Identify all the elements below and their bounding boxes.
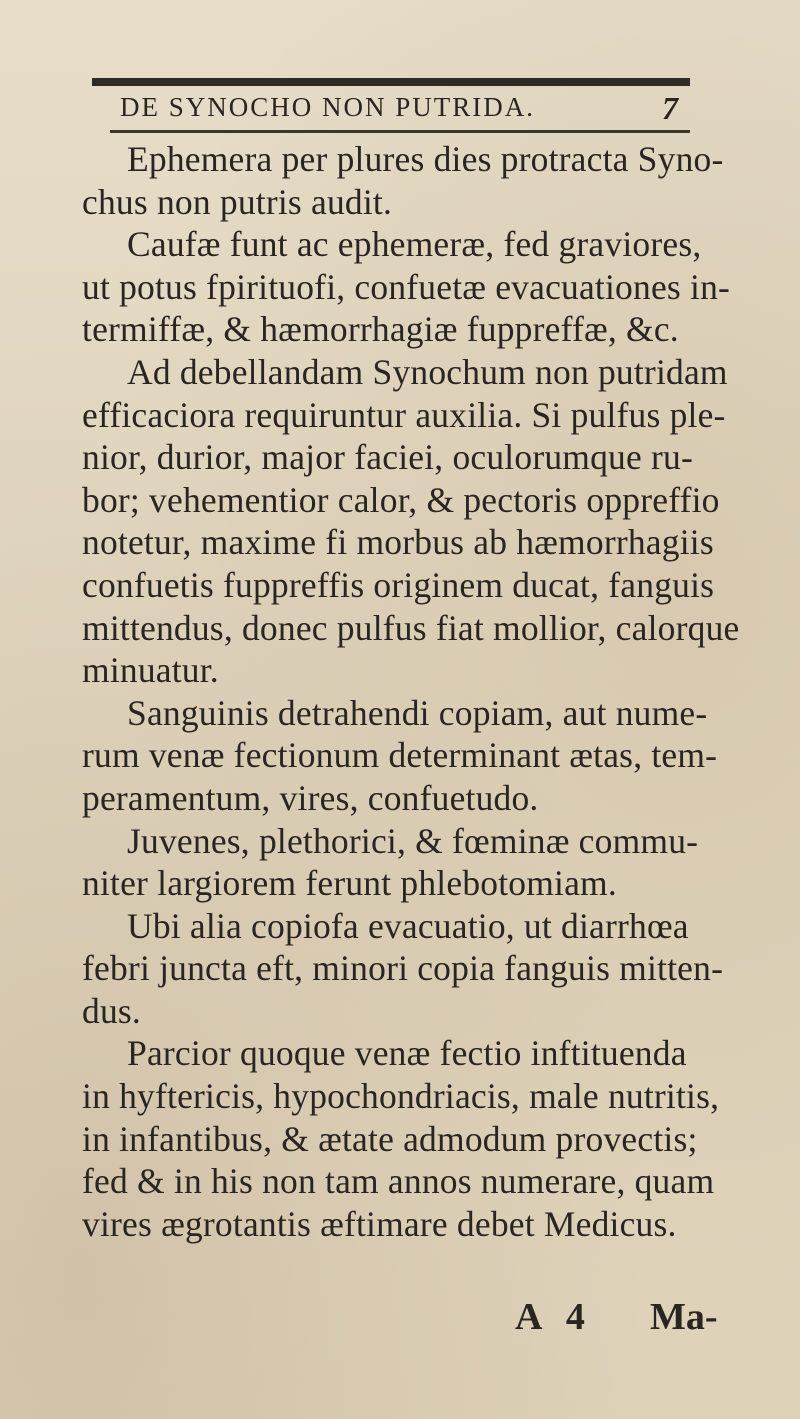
text-line: febri juncta eft, minori copia fanguis mitten- [82, 948, 724, 989]
text-line: efficaciora requiruntur auxilia. Si pulfus ple- [82, 394, 726, 435]
text-line: minuatur. [82, 650, 219, 691]
text-line: in hyftericis, hypochondriacis, male nutritis, [82, 1076, 720, 1117]
text-line: vires ægrotantis æftimare debet Medicus. [82, 1203, 677, 1244]
text-line: chus non putris audit. [82, 181, 393, 222]
body-text [82, 138, 740, 1245]
header-underline [110, 130, 690, 133]
text-line: nior, durior, major faciei, oculorumque ru- [82, 437, 694, 478]
running-title: DE SYNOCHO NON PUTRIDA. [120, 92, 536, 122]
text-line: rum venæ fectionum determinant ætas, tem- [82, 735, 718, 776]
text-line: confuetis fuppreffis originem ducat, fanguis [82, 564, 715, 605]
text-line: Ubi alia copiofa evacuatio, ut diarrhœa [127, 905, 689, 946]
text-line: ut potus fpirituofi, confuetæ evacuationes in- [82, 266, 731, 307]
text-line: fed & in his non tam annos numerare, quam [82, 1161, 715, 1202]
catchword: Ma- [650, 1296, 718, 1338]
text-line: peramentum, vires, confuetudo. [82, 777, 539, 818]
text-line: mittendus, donec pulfus fiat mollior, calorque [82, 607, 740, 648]
text-line: Ad debellandam Synochum non putridam [127, 351, 728, 392]
running-head [120, 92, 680, 128]
text-line: Ephemera per plures dies protracta Syno- [127, 139, 724, 179]
text-line: termiffæ, & hæmorrhagiæ fuppreffæ, &c. [82, 309, 679, 350]
page-number: 7 [662, 90, 680, 126]
page-footer [0, 1295, 800, 1345]
text-line: Sanguinis detrahendi copiam, aut nume- [127, 692, 708, 733]
text-line: dus. [82, 990, 141, 1031]
text-line: Parcior quoque venæ fectio inftituenda [127, 1033, 687, 1074]
text-line: in infantibus, & ætate admodum provectis; [82, 1118, 698, 1159]
text-line: niter largiorem ferunt phlebotomiam. [82, 863, 617, 904]
text-line: Caufæ funt ac ephemeræ, fed graviores, [127, 224, 702, 265]
text-line: bor; vehementior calor, & pectoris oppreffio [82, 479, 720, 520]
text-line: Juvenes, plethorici, & fœminæ commu- [127, 820, 699, 861]
text-line: notetur, maxime fi morbus ab hæmorrhagiis [82, 522, 714, 563]
signature-mark: A 4 [515, 1296, 593, 1338]
header-rule [92, 78, 690, 86]
